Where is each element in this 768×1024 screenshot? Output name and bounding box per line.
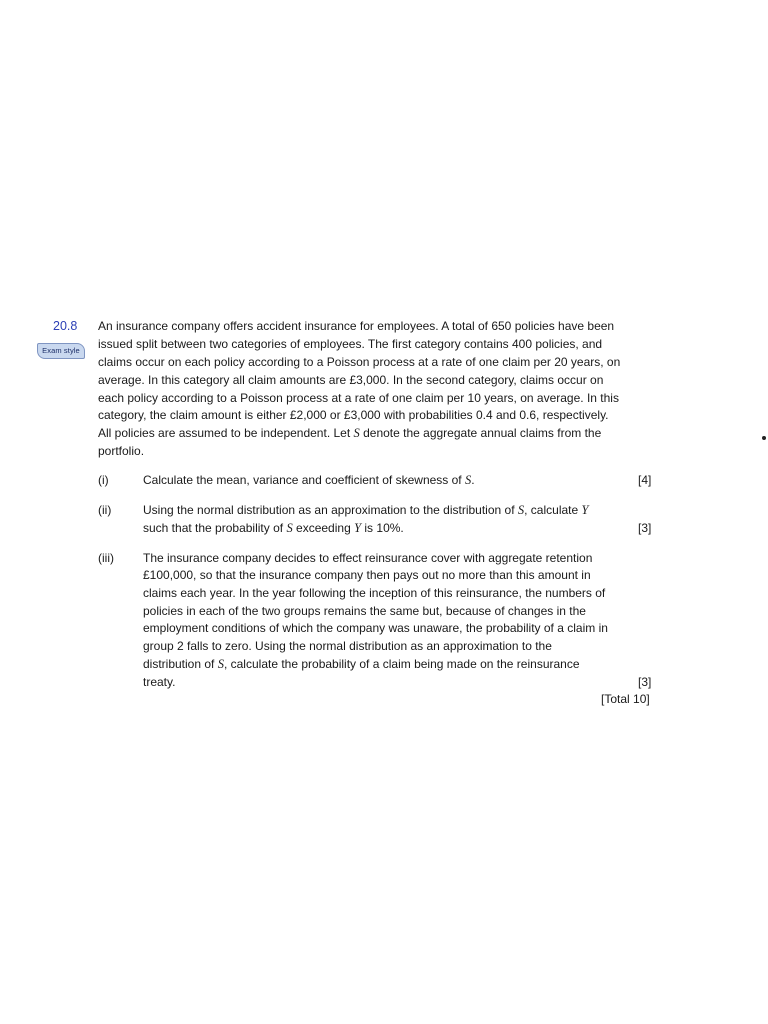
body-line <box>98 426 601 441</box>
part-line: group 2 falls to zero. Using the normal distribution as an approximation to the <box>143 639 552 653</box>
part-line: £100,000, so that the insurance company then pays out no more than this amount in <box>143 568 591 582</box>
text-fragment: All policies are assumed to be independent. Let <box>98 426 351 440</box>
text-fragment: , calculate the probability of a claim being made on the reinsurance <box>223 657 580 671</box>
text-fragment: . <box>471 473 475 487</box>
body-line: category, the claim amount is either £2,000 or £3,000 with probabilities 0.4 and 0.6, respectively. <box>98 408 609 422</box>
variable-s: S <box>217 657 224 671</box>
variable-y: Y <box>354 521 362 535</box>
text-fragment: such that the probability of <box>143 521 284 535</box>
part-line <box>143 521 404 536</box>
text-fragment: is 10%. <box>364 521 404 535</box>
variable-s: S <box>286 521 293 535</box>
body-line: average. In this category all claim amounts are £3,000. In the second category, claims occur on <box>98 373 604 387</box>
body-line: An insurance company offers accident insurance for employees. A total of 650 policies have been <box>98 319 615 333</box>
body-line: claims occur on each policy according to a Poisson process at a rate of one claim per 20 years, on <box>98 355 621 369</box>
text-fragment: , calculate <box>524 503 579 517</box>
question-number: 20.8 <box>53 319 78 333</box>
variable-s: S <box>464 473 472 487</box>
body-line: issued split between two categories of employees. The first category contains 400 policies, and <box>98 337 603 351</box>
part-mark: [4] <box>638 473 652 487</box>
part-mark: [3] <box>638 521 652 535</box>
part-line: treaty. <box>143 675 176 689</box>
exam-style-badge: Exam style <box>37 343 85 359</box>
part-line: The insurance company decides to effect reinsurance cover with aggregate retention <box>143 551 593 565</box>
part-label: (i) <box>98 473 109 487</box>
text-fragment: distribution of <box>143 657 215 671</box>
part-label: (ii) <box>98 503 112 517</box>
part-line <box>143 473 475 488</box>
text-fragment: Calculate the mean, variance and coefficient of skewness of <box>143 473 462 487</box>
part-line <box>143 657 580 672</box>
text-fragment: denote the aggregate annual claims from the <box>363 426 602 440</box>
total-mark: [Total 10] <box>601 692 650 706</box>
part-mark: [3] <box>638 675 652 689</box>
part-label: (iii) <box>98 551 114 565</box>
body-line: portfolio. <box>98 444 145 458</box>
body-line: each policy according to a Poisson process at a rate of one claim per 10 years, on average. In this <box>98 391 619 405</box>
part-line: employment conditions of which the company was unaware, the probability of a claim in <box>143 621 608 635</box>
variable-y: Y <box>581 503 589 517</box>
part-line: claims each year. In the year following the inception of this reinsurance, the numbers of <box>143 586 606 600</box>
part-line <box>143 503 588 518</box>
variable-s: S <box>353 426 360 440</box>
part-line: policies in each of the two groups remains the same but, because of changes in the <box>143 604 586 618</box>
variable-s: S <box>517 503 525 517</box>
text-fragment: Using the normal distribution as an approximation to the distribution of <box>143 503 515 517</box>
text-fragment: exceeding <box>296 521 351 535</box>
stray-dot <box>762 436 766 440</box>
